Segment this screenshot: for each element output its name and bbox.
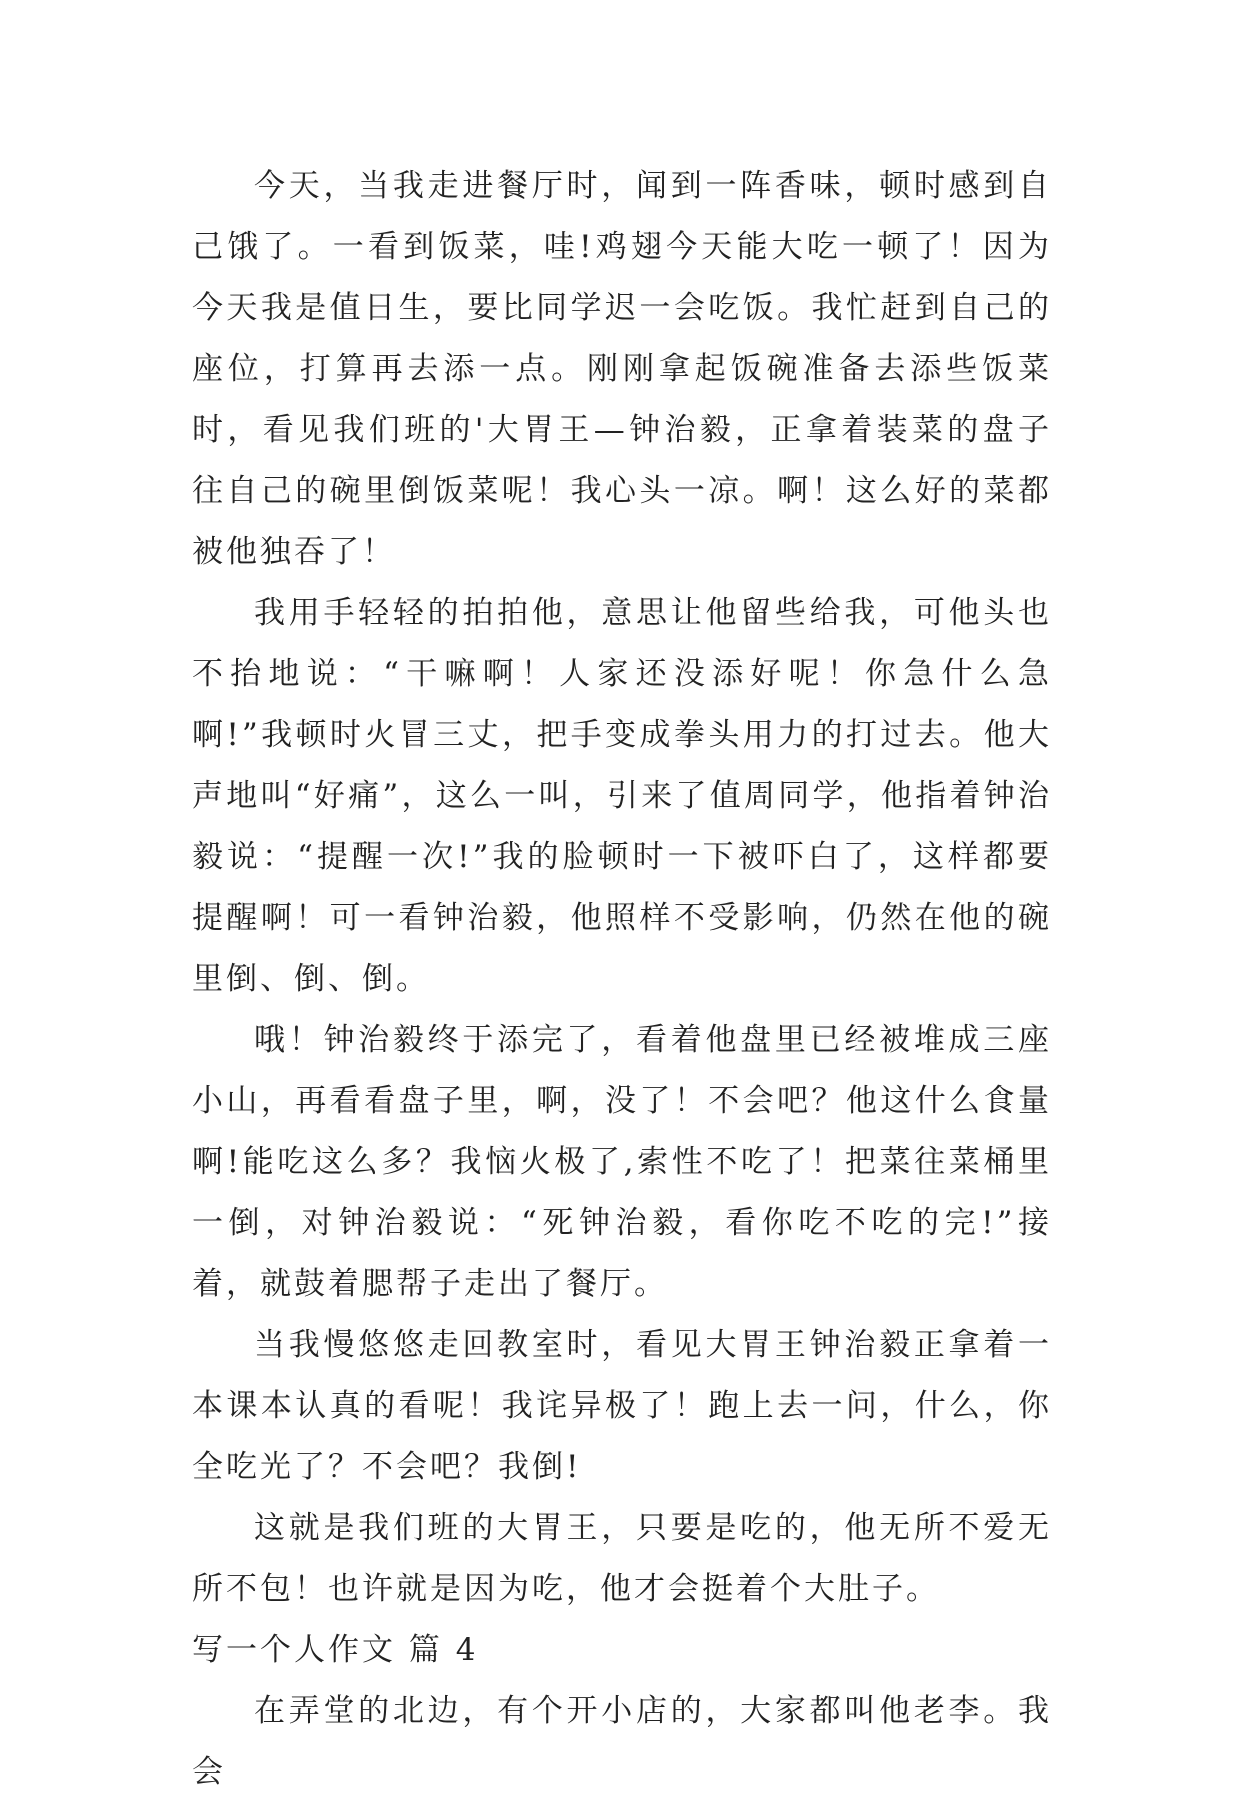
paragraph: 当我慢悠悠走回教室时，看见大胃王钟治毅正拿着一本课本认真的看呢！我诧异极了！跑上去一问，什么，你全吃光了？不会吧？我倒! <box>192 1327 1052 1485</box>
document-body <box>192 156 1052 1803</box>
paragraph: 在弄堂的北边，有个开小店的，大家都叫他老李。我会 <box>192 1693 1052 1790</box>
paragraph: 我用手轻轻的拍拍他，意思让他留些给我，可他头也不抬地说：“干嘛啊！人家还没添好呢！你急什么急啊!”我顿时火冒三丈，把手变成拳头用力的打过去。他大声地叫“好痛”，这么一叫，引来了值周同学，他指着钟治毅说：“提醒一次!”我的脸顿时一下被吓白了，这样都要提醒啊！可一看钟治毅，他照样不受影响，仍然在他的碗里倒、倒、倒。 <box>192 595 1052 997</box>
section-heading: 写一个人作文 篇 4 <box>192 1632 479 1668</box>
paragraph: 哦！钟治毅终于添完了，看着他盘里已经被堆成三座小山，再看看盘子里，啊，没了！不会吧？他这什么食量啊!能吃这么多？我恼火极了,索性不吃了！把菜往菜桶里一倒，对钟治毅说：“死钟治毅，看你吃不吃的完!”接着，就鼓着腮帮子走出了餐厅。 <box>192 1022 1052 1302</box>
paragraph: 今天，当我走进餐厅时，闻到一阵香味，顿时感到自己饿了。一看到饭菜，哇!鸡翅今天能大吃一顿了！因为今天我是值日生，要比同学迟一会吃饭。我忙赶到自己的座位，打算再去添一点。刚刚拿起饭碗准备去添些饭菜时，看见我们班的'大胃王—钟治毅，正拿着装菜的盘子往自己的碗里倒饭菜呢！我心头一凉。啊！这么好的菜都被他独吞了！ <box>192 168 1052 570</box>
paragraph: 这就是我们班的大胃王，只要是吃的，他无所不爱无所不包！也许就是因为吃，他才会挺着个大肚子。 <box>192 1510 1052 1607</box>
